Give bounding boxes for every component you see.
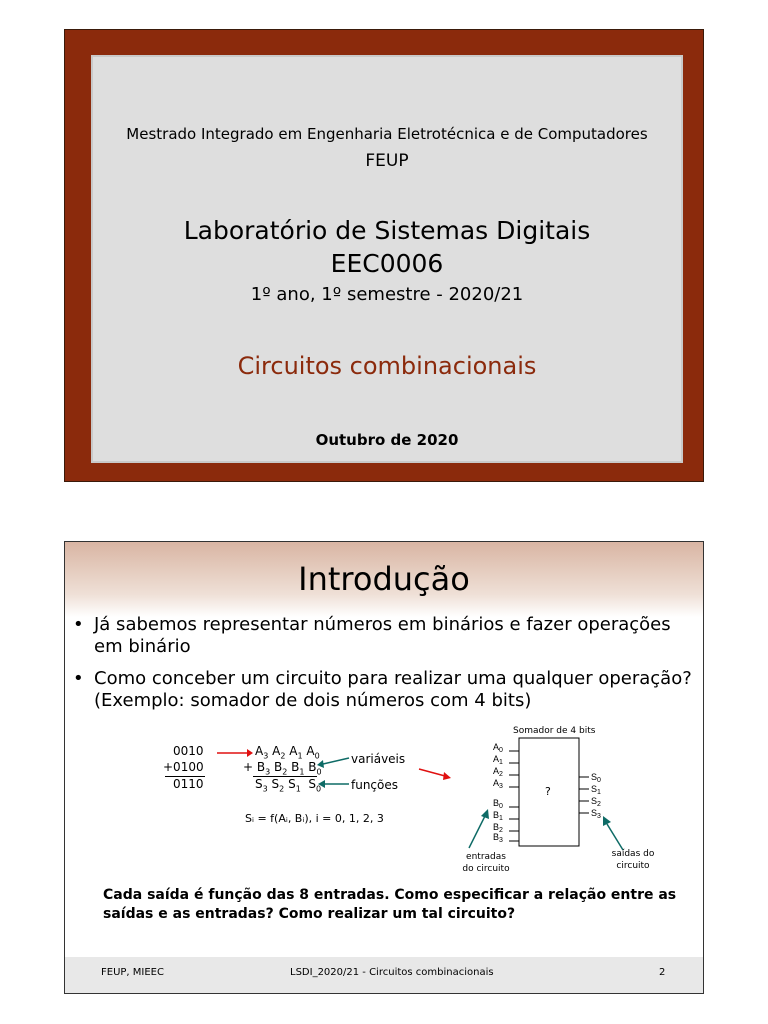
svg-text:B0: $B_0$ xyxy=(493,798,503,810)
topic-title: Circuitos combinacionais xyxy=(237,352,537,380)
arrow-icon xyxy=(417,766,453,782)
inputs-label-1: entradas xyxy=(466,852,506,862)
content-slide xyxy=(64,541,704,994)
svg-text:A1: $A_1$ xyxy=(493,754,503,766)
slide-title: Introdução xyxy=(298,560,470,598)
svg-text:S1: $S_1$ xyxy=(591,784,601,796)
block-question: ? xyxy=(545,785,551,798)
block-title: Somador de 4 bits xyxy=(513,726,596,736)
svg-text:S0: $S_0$ xyxy=(591,772,601,784)
title-slide xyxy=(64,29,704,482)
page-number: 2 xyxy=(659,967,666,978)
svg-text:S2: $S_2$ xyxy=(591,796,601,808)
svg-text:B2: $B_2$ xyxy=(493,822,503,834)
svg-text:A2: $A_2$ xyxy=(493,766,503,778)
variables-label: variáveis xyxy=(351,752,406,766)
arrow-icon xyxy=(215,747,255,759)
formula: Sᵢ = f(Aᵢ, Bᵢ), i = 0, 1, 2, 3 xyxy=(245,812,384,825)
bullet-icon: • xyxy=(73,668,84,689)
svg-text:B3: $B_3$ xyxy=(493,832,503,844)
question-text: Cada saída é função das 8 entradas. Como especificar a relação entre as saídas e as entradas? Como realizar um tal circuito? xyxy=(103,887,677,922)
outputs-label-1: saídas do xyxy=(611,849,655,859)
program-name: Mestrado Integrado em Engenharia Eletrotécnica e de Computadores xyxy=(126,125,648,143)
inputs-label-2: do circuito xyxy=(462,864,510,874)
svg-text:A3: $A_3$ xyxy=(493,778,503,790)
footer-center: LSDI_2020/21 - Circuitos combinacionais xyxy=(290,967,494,978)
operand-b: +0100 xyxy=(163,760,204,774)
course-code: EEC0006 xyxy=(330,249,444,278)
course-title: Laboratório de Sistemas Digitais xyxy=(183,216,591,245)
bullet-1: Já sabemos representar números em binários e fazer operações em binário xyxy=(94,614,671,657)
slide-footer xyxy=(65,957,703,994)
footer-left: FEUP, MIEEC xyxy=(101,967,164,978)
inputs-arrow-icon xyxy=(465,808,495,852)
variables-a: $A_3$ $A_2$ $A_1$ $A_0$ xyxy=(255,744,320,761)
variables-b: + $B_3$ $B_2$ $B_1$ $B_0$ xyxy=(243,760,322,777)
course-year: 1º ano, 1º semestre - 2020/21 xyxy=(250,284,524,305)
svg-text:B1: $B_1$ xyxy=(493,810,503,822)
svg-text:S3: $S_3$ xyxy=(591,808,601,820)
bullet-2: Como conceber um circuito para realizar uma qualquer operação? (Exemplo: somador de dois números com 4 bits) xyxy=(94,668,692,711)
functions-label: funções xyxy=(351,778,399,792)
outputs-label-2: circuito xyxy=(616,861,650,871)
date: Outubro de 2020 xyxy=(315,431,459,449)
bullet-icon: • xyxy=(73,614,84,635)
svg-text:A0: $A_0$ xyxy=(493,742,503,754)
operand-a: 0010 xyxy=(173,744,204,758)
label-arrows xyxy=(317,750,351,790)
school-name: FEUP xyxy=(365,151,409,171)
sum-result: 0110 xyxy=(173,777,204,791)
functions-s: $S_3$ $S_2$ $S_1$ $S_0$ xyxy=(255,777,322,794)
title-slide-panel xyxy=(91,55,683,463)
